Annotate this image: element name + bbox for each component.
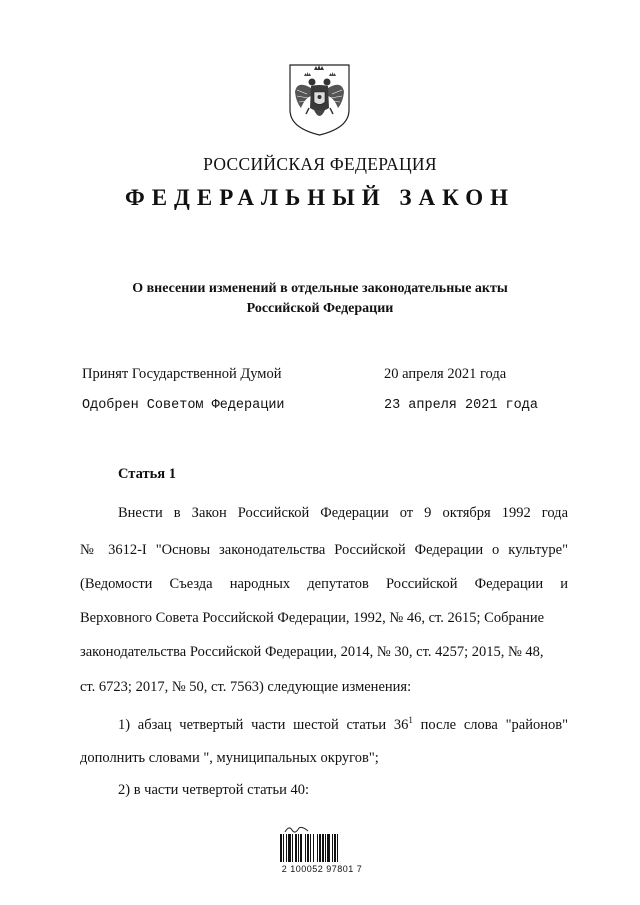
approved-date: 23 апреля 2021 года	[384, 398, 538, 413]
amendment-item-1-continuation: дополнить словами ", муниципальных округов";	[80, 750, 379, 766]
country-name: РОССИЙСКАЯ ФЕДЕРАЦИЯ	[203, 154, 437, 174]
article-text-line: ст. 6723; 2017, № 50, ст. 7563) следующие изменения:	[80, 679, 412, 695]
article-text-line: Внести в Закон Российской Федерации от 9 октября 1992 года	[118, 505, 568, 521]
law-title-line-2: Российской Федерации	[246, 301, 394, 316]
article-heading: Статья 1	[118, 466, 176, 482]
article-text-line: Верховного Совета Российской Федерации, 1992, № 46, ст. 2615; Собрание	[80, 610, 545, 626]
article-text-line: (Ведомости Съезда народных депутатов Российской Федерации и	[80, 576, 568, 592]
amendment-item-1-text-end: после слова "районов"	[412, 717, 568, 733]
amendment-item-2: 2) в части четвертой статьи 40:	[118, 782, 310, 798]
state-emblem-icon	[287, 62, 352, 137]
barcode-number: 2 100052 97801 7	[281, 864, 363, 874]
adopted-date: 20 апреля 2021 года	[384, 366, 507, 382]
adopted-by-label: Принят Государственной Думой	[82, 366, 282, 382]
barcode-icon	[280, 834, 362, 866]
law-title	[0, 279, 640, 319]
superscript: 1	[408, 715, 413, 726]
document-type: ФЕДЕРАЛЬНЫЙ ЗАКОН	[124, 185, 516, 210]
law-title-line-1: О внесении изменений в отдельные законодательные акты	[132, 281, 508, 296]
article-text-line: законодательства Российской Федерации, 2014, № 30, ст. 4257; 2015, № 48,	[80, 644, 544, 660]
amendment-item-1	[118, 715, 568, 735]
article-text-line: № 3612-I "Основы законодательства Российской Федерации о культуре"	[80, 542, 568, 558]
amendment-item-1-text: 1) абзац четвертый части шестой статьи 36	[118, 717, 409, 733]
approved-by-label: Одобрен Советом Федерации	[82, 398, 285, 413]
